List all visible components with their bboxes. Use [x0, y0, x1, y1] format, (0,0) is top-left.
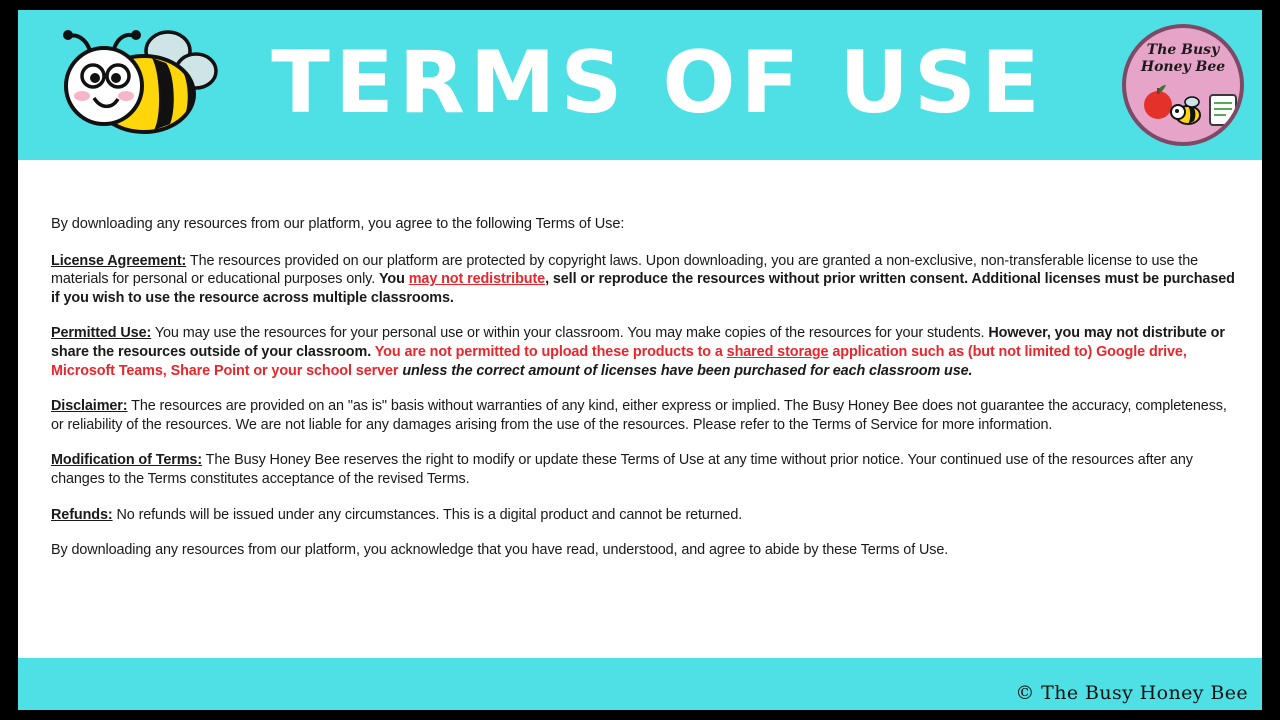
section-permitted-use	[51, 324, 1236, 380]
section-disclaimer	[51, 397, 1236, 434]
section-permitted-italic: unless the correct amount of licenses have been purchased for each classroom use.	[402, 362, 973, 379]
brand-logo	[1122, 24, 1244, 146]
section-permitted-text-1: You may use the resources for your personal use or within your classroom. You may make copies of the resources for your students.	[154, 325, 989, 342]
section-permitted-red-1: You are not permitted to upload these products to a	[374, 343, 727, 360]
section-permitted-bold-1: However, you may not distribute or share the resources outside of your classroom.	[51, 325, 1225, 360]
section-refunds-heading: Refunds:	[51, 506, 113, 523]
bee-icon	[1171, 97, 1200, 124]
section-license-heading: License Agreement:	[51, 252, 187, 269]
header-band	[18, 10, 1262, 160]
apple-icon	[1144, 85, 1172, 119]
slide-canvas	[18, 10, 1262, 710]
section-license-bold-1: You	[379, 271, 409, 288]
section-license-redirect-link: may not redistribute	[408, 271, 546, 288]
intro-paragraph: By downloading any resources from our platform, you agree to the following Terms of Use:	[51, 216, 625, 232]
section-permitted-red-underline: shared storage	[726, 343, 829, 360]
section-refunds	[51, 506, 1236, 525]
section-license	[51, 252, 1236, 308]
closing-paragraph: By downloading any resources from our platform, you acknowledge that you have read, understood, and agree to abide by these Terms of Use.	[51, 542, 949, 559]
brand-logo-text	[1126, 42, 1240, 76]
section-disclaimer-text: The resources are provided on an "as is" basis without warranties of any kind, either express or implied. The Busy Honey Bee does not guarantee the accuracy, completeness, or reliability of the resources. We are not liable for any damages arising from the use of the resources. Please refer to the Terms of Service for more information.	[51, 398, 1227, 433]
section-modification-text: The Busy Honey Bee reserves the right to modify or update these Terms of Use at any time without prior notice. Your continued use of the resources after any changes to the Terms constitutes acceptance of the revised Terms.	[51, 452, 1193, 487]
section-disclaimer-heading: Disclaimer:	[51, 398, 128, 415]
brand-logo-line2: Honey Bee	[1140, 59, 1226, 75]
notebook-icon	[1210, 95, 1236, 125]
section-license-bold-2: , sell or reproduce the resources without prior written consent. Additional licenses must be purchased if you wish to use the resource across multiple classrooms.	[51, 271, 1235, 306]
page-title: TERMS OF USE	[271, 33, 1045, 133]
section-license-text-1: The resources provided on our platform are protected by copyright laws. Upon downloading, you are granted a non-exclusive, non-transferable license to use the materials for personal or educational purposes only.	[51, 252, 1198, 288]
brand-logo-art	[1126, 83, 1240, 143]
footer-credit: © The Busy Honey Bee	[1015, 682, 1248, 704]
bee-icon	[56, 24, 231, 149]
section-modification-heading: Modification of Terms:	[51, 452, 203, 469]
section-refunds-text: No refunds will be issued under any circumstances. This is a digital product and cannot be returned.	[116, 506, 743, 523]
brand-logo-line1: The Busy	[1146, 42, 1220, 58]
section-permitted-red-2: application such as (but not limited to) Google drive, Microsoft Teams, Share Point or your school server	[51, 343, 1187, 379]
section-modification	[51, 451, 1236, 488]
terms-content	[51, 215, 1236, 577]
footer-band	[18, 658, 1262, 710]
section-permitted-heading: Permitted Use:	[51, 325, 152, 342]
